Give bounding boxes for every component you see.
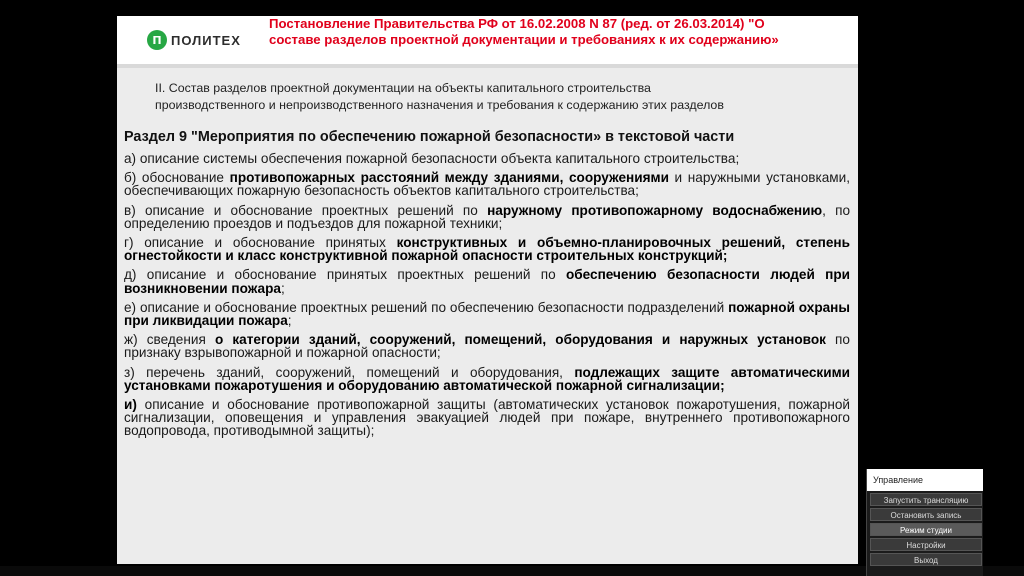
logo-text: ПОЛИТЕХ	[171, 32, 241, 48]
exit-button[interactable]: Выход	[870, 553, 982, 566]
part-title: Раздел 9 "Мероприятия по обеспечению пожарной безопасности» в текстовой части	[124, 129, 735, 145]
studio-mode-button[interactable]: Режим студии	[870, 523, 982, 536]
list-item	[124, 398, 850, 438]
document-title-line: составе разделов проектной документации и требованиях к их содержанию»	[269, 32, 779, 47]
section-heading-line: II. Состав разделов проектной документации на объекты капитального строительства	[155, 81, 651, 95]
item-bold-text: наружному противопожарному водоснабжению	[487, 202, 823, 218]
requirements-list	[124, 152, 850, 438]
item-text: по признаку взрывопожарной и пожарной опасности;	[124, 332, 850, 361]
presentation-slide	[117, 16, 858, 564]
control-panel-title: Управление	[867, 469, 983, 491]
item-text: з) перечень зданий, сооружений, помещений и оборудования,	[124, 364, 575, 380]
list-item	[124, 204, 850, 230]
item-bold-text: подлежащих защите автоматическими установками пожаротушения и оборудованию автоматической пожарной сигнализации;	[124, 364, 850, 393]
item-text: е) описание и обоснование проектных решений по обеспечению безопасности подразделений	[124, 299, 729, 315]
item-bold-text: противопожарных расстояний между зданиями, сооружениями	[229, 170, 669, 186]
item-text: описание и обоснование противопожарной защиты (автоматических установок пожаротушения, пожарной сигнализации, оповещения и управления эвакуацией людей при пожаре, внутреннего противопожарного водопровода, противодымной защиты);	[124, 397, 850, 439]
item-text: г) описание и обоснование принятых	[124, 235, 397, 251]
list-item	[124, 333, 850, 359]
item-text: б) обоснование	[124, 170, 230, 186]
item-text: в) описание и обоснование проектных решений по	[124, 202, 488, 218]
list-item	[124, 301, 850, 327]
start-broadcast-button[interactable]: Запустить трансляцию	[870, 493, 982, 506]
list-item	[124, 268, 850, 294]
section-heading-line: производственного и непроизводственного назначения и требования к содержанию этих разделов	[155, 98, 724, 112]
politeh-logo	[147, 29, 241, 51]
item-bold-text: пожарной охраны при ликвидации пожара	[124, 299, 851, 329]
list-item	[124, 236, 850, 262]
item-bold-text: и)	[124, 397, 137, 413]
item-bold-text: конструктивных и объемно-планировочных решений, степень огнестойкости и класс конструктивной пожарной опасности строительных конструкций;	[124, 235, 850, 264]
settings-button[interactable]: Настройки	[870, 538, 982, 551]
item-text: д) описание и обоснование принятых проектных решений по	[124, 267, 566, 283]
list-item	[124, 366, 850, 392]
control-panel	[866, 469, 983, 576]
list-item	[124, 152, 850, 165]
item-text: а) описание системы обеспечения пожарной безопасности объекта капитального строительства;	[124, 151, 740, 166]
section-heading	[155, 80, 845, 114]
item-bold-text: о категории зданий, сооружений, помещений, оборудования и наружных установок	[214, 332, 826, 348]
item-text: ;	[280, 280, 285, 296]
stop-recording-button[interactable]: Остановить запись	[870, 508, 982, 521]
item-bold-text: обеспечению безопасности людей при возникновении пожара	[124, 267, 850, 296]
item-text: , по определению проездов и подъездов для пожарной техники;	[124, 202, 851, 231]
logo-mark-icon: П	[147, 30, 167, 50]
document-title	[269, 16, 849, 48]
item-text: ж) сведения	[124, 332, 215, 348]
header-divider	[117, 64, 858, 68]
list-item	[124, 171, 850, 197]
item-text: ;	[287, 313, 292, 329]
slide-header	[117, 16, 858, 64]
item-text: и наружными установками, обеспечивающих пожарную безопасность объектов капитального строительства;	[124, 170, 850, 199]
document-title-line: Постановление Правительства РФ от 16.02.2008 N 87 (ред. от 26.03.2014) "О	[269, 16, 765, 31]
